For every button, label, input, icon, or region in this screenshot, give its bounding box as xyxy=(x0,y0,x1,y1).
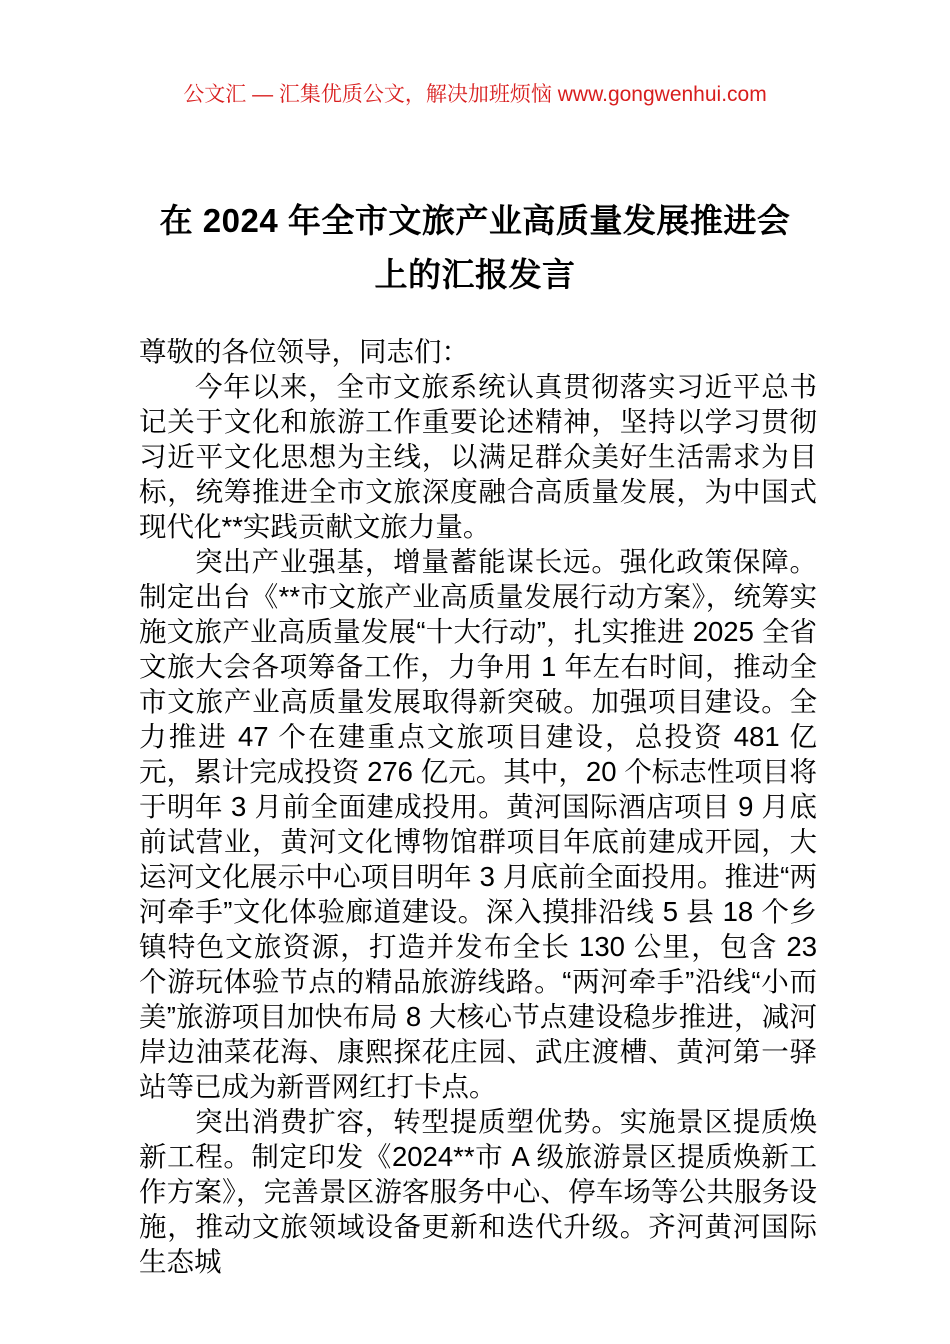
title-line-1: 在 2024 年全市文旅产业高质量发展推进会 xyxy=(159,202,791,240)
paragraph-salutation: 尊敬的各位领导，同志们： xyxy=(139,336,469,367)
page-title xyxy=(115,194,835,302)
watermark-text: 公文汇 — 汇集优质公文，解决加班烦恼 www.gongwenhui.com xyxy=(183,83,767,106)
paragraph-section-2: 突出消费扩容，转型提质塑优势。实施景区提质焕新工程。制定印发《2024**市 A 级旅游景区提质焕新工作方案》，完善景区游客服务中心、停车场等公共服务设施，推动文旅领域设备更新和迭代升级。齐河黄河国际生态城 xyxy=(139,1106,817,1277)
site-watermark xyxy=(0,80,950,110)
document-body xyxy=(139,334,817,1279)
title-line-2: 上的汇报发言 xyxy=(374,256,576,294)
paragraph-section-1: 突出产业强基，增量蓄能谋长远。强化政策保障。制定出台《**市文旅产业高质量发展行动方案》，统筹实施文旅产业高质量发展“十大行动”，扎实推进 2025 全省文旅大会各项筹备工作，力争用 1 年左右时间，推动全市文旅产业高质量发展取得新突破。加强项目建设。全力推进 47 个在建重点文旅项目建设，总投资 481 亿元，累计完成投资 276 亿元。其中，20 个标志性项目将于明年 3 月前全面建成投用。黄河国际酒店项目 9 月底前试营业，黄河文化博物馆群项目年底前建成开园，大运河文化展示中心项目明年 3 月底前全面投用。推进“两河牵手”文化体验廊道建设。深入摸排沿线 5 县 18 个乡镇特色文旅资源，打造并发布全长 130 公里，包含 23 个游玩体验节点的精品旅游线路。“两河牵手”沿线“小而美”旅游项目加快布局 8 大核心节点建设稳步推进，减河岸边油菜花海、康熙探花庄园、武庄渡槽、黄河第一驿站等已成为新晋网红打卡点。 xyxy=(139,546,817,1102)
paragraph-intro: 今年以来，全市文旅系统认真贯彻落实习近平总书记关于文化和旅游工作重要论述精神，坚持以学习贯彻习近平文化思想为主线，以满足群众美好生活需求为目标，统筹推进全市文旅深度融合高质量发展，为中国式现代化**实践贡献文旅力量。 xyxy=(139,371,817,542)
